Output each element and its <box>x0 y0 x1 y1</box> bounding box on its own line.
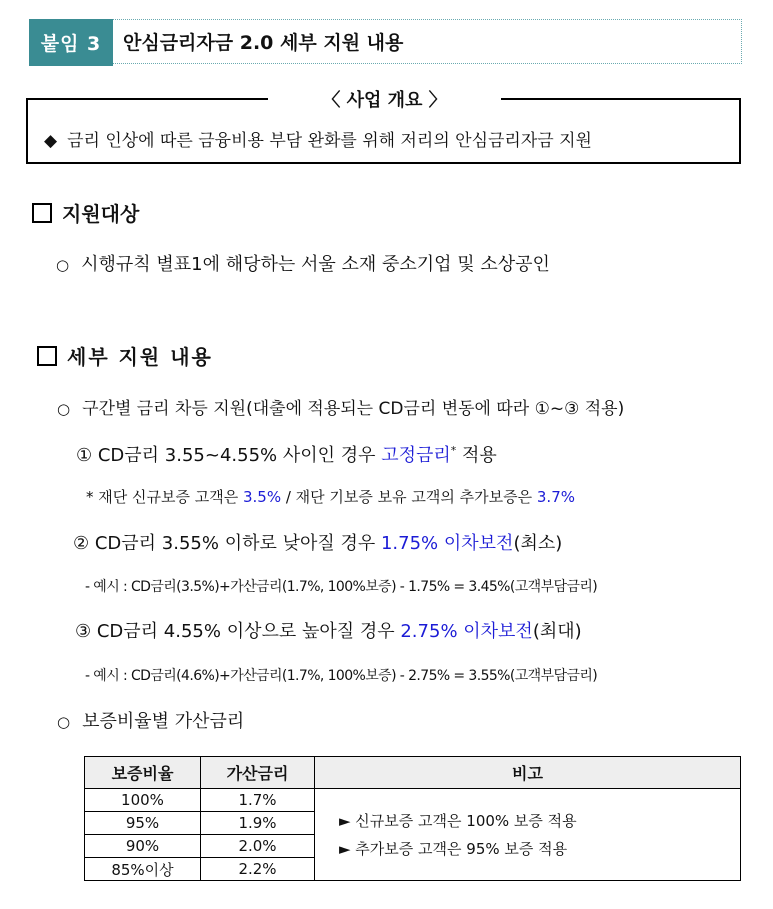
details-item-1: ○ 구간별 금리 차등 지원(대출에 적용되는 CD금리 변동에 따라 ①~③ 적용) <box>57 399 625 419</box>
target-item: ○ 시행규칙 별표1에 해당하는 서울 소재 중소기업 및 소상공인 <box>56 254 550 275</box>
case-2: ② CD금리 3.55% 이하로 낮아질 경우 1.75% 이차보전(최소) <box>73 533 563 554</box>
table-cell: 85%이상 <box>85 858 201 881</box>
checkbox-icon <box>32 203 52 223</box>
table-cell: 90% <box>85 835 201 858</box>
table-header: 보증비율 <box>85 757 201 789</box>
table-cell: 1.9% <box>201 812 315 835</box>
table-cell: 2.2% <box>201 858 315 881</box>
overview-text: ◆ 금리 인상에 따른 금융비용 부담 완화를 위해 저리의 안심금리자금 지원 <box>44 131 592 151</box>
table-cell: 95% <box>85 812 201 835</box>
case-1: ① CD금리 3.55~4.55% 사이인 경우 고정금리* 적용 <box>76 444 497 466</box>
case-3-highlight: 2.75% 이차보전 <box>400 621 533 642</box>
case-1-note: * 재단 신규보증 고객은 3.5% / 재단 기보증 보유 고객의 추가보증은 3.7% <box>86 488 575 506</box>
table-cell: 1.7% <box>201 789 315 812</box>
circle-bullet-icon: ○ <box>57 400 71 418</box>
table-cell: 100% <box>85 789 201 812</box>
table-header: 비고 <box>315 757 741 789</box>
table-note: ► 추가보증 고객은 95% 보증 적용 <box>339 839 568 858</box>
case-2-example: - 예시 : CD금리(3.5%)+가산금리(1.7%, 100%보증) - 1.75% = 3.45%(고객부담금리) <box>85 579 598 595</box>
table-cell: 2.0% <box>201 835 315 858</box>
circle-bullet-icon: ○ <box>57 713 71 731</box>
table-note: ► 신규보증 고객은 100% 보증 적용 <box>339 811 577 830</box>
checkbox-icon <box>37 346 57 366</box>
case-2-highlight: 1.75% 이차보전 <box>380 533 514 554</box>
overview-title: 〈 사업 개요 〉 <box>268 86 501 112</box>
table-header-row <box>85 757 741 789</box>
details-item-2: ○ 보증비율별 가산금리 <box>57 711 245 732</box>
attachment-tag: 붙임 3 <box>29 19 113 66</box>
table-notes-cell <box>315 789 741 881</box>
table-row <box>85 789 741 812</box>
case-1-highlight: 고정금리 <box>381 445 451 466</box>
circle-bullet-icon: ○ <box>56 256 70 274</box>
document-title: 안심금리자금 2.0 세부 지원 내용 <box>113 19 742 64</box>
rate-table <box>84 756 741 881</box>
case-3-example: - 예시 : CD금리(4.6%)+가산금리(1.7%, 100%보증) - 2.75% = 3.55%(고객부담금리) <box>85 668 598 684</box>
case-3: ③ CD금리 4.55% 이상으로 높아질 경우 2.75% 이차보전(최대) <box>75 621 582 642</box>
details-section-title: 세부 지원 내용 <box>37 341 213 370</box>
diamond-bullet-icon: ◆ <box>44 131 58 151</box>
target-section-title: 지원대상 <box>32 198 139 227</box>
table-header: 가산금리 <box>201 757 315 789</box>
